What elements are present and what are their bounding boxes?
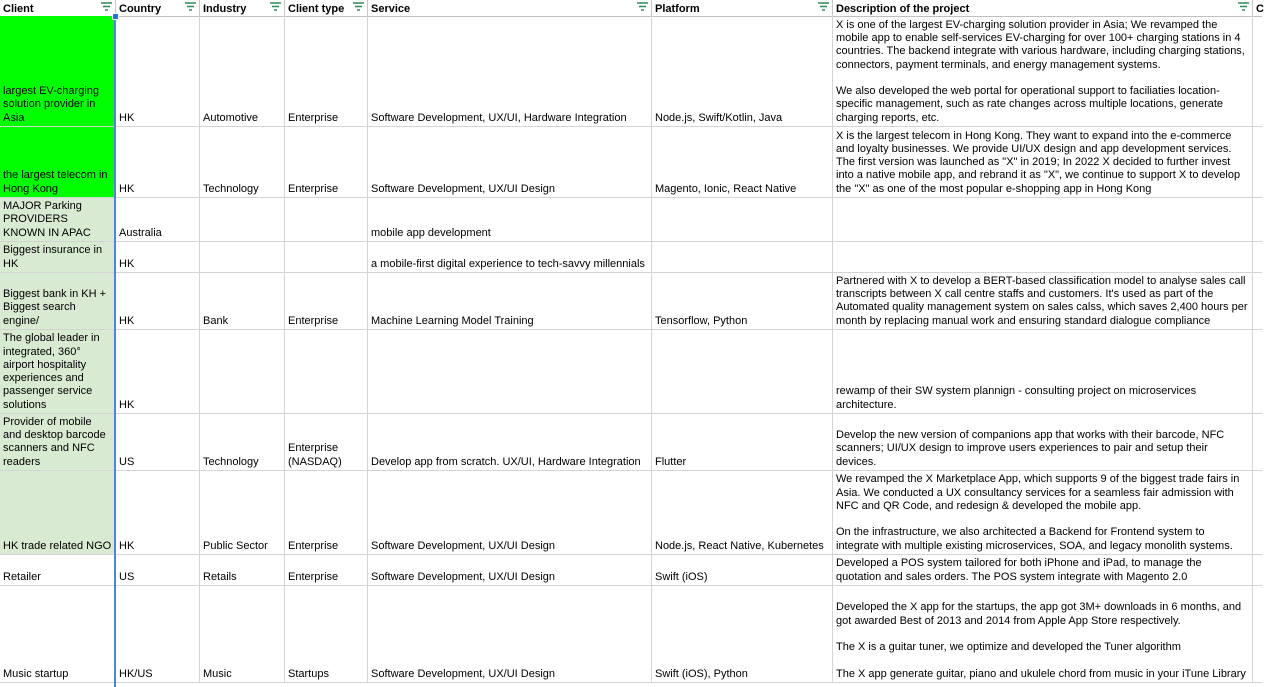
client-type-cell[interactable]: Enterprise [285,471,368,555]
header-description-label: Description of the project [836,3,970,15]
table-row [0,198,1262,242]
country-cell[interactable]: HK [116,330,200,414]
header-client[interactable] [0,0,116,16]
service-cell[interactable]: Software Development, UX/UI Design [368,586,652,683]
platform-cell[interactable] [652,198,833,242]
platform-cell[interactable]: Swift (iOS) [652,555,833,586]
description-cell[interactable]: Developed a POS system tailored for both iPhone and iPad, to manage the quotation and sales orders. The POS system integrate with Magento 2.0 [833,555,1253,586]
table-row [0,586,1262,683]
table-row [0,471,1262,555]
description-cell[interactable]: Develop the new version of companions app that works with their barcode, NFC scanners; UI/UX design to improve users experiences to pair and setup their devices. [833,414,1253,471]
selection-handle[interactable] [112,13,119,20]
country-cell[interactable]: US [116,414,200,471]
client-type-cell[interactable]: Startups [285,586,368,683]
platform-cell[interactable]: Node.js, Swift/Kotlin, Java [652,16,833,127]
service-cell[interactable]: Software Development, UX/UI, Hardware Integration [368,16,652,127]
service-cell[interactable]: Develop app from scratch. UX/UI, Hardware Integration [368,414,652,471]
service-cell[interactable]: a mobile-first digital experience to tech-savvy millennials [368,242,652,273]
next-column-cell[interactable] [1253,471,1262,555]
next-column-cell[interactable] [1253,330,1262,414]
industry-cell[interactable]: Music [200,586,285,683]
client-cell[interactable]: Provider of mobile and desktop barcode scanners and NFC readers [0,414,116,471]
description-cell[interactable]: Partnered with X to develop a BERT-based classification model to analyse sales call transcripts between X call centre staffs and customers. It's used as part of the Automated quality management system on sales calss, which saves 2,400 hours per month by replacing manual work and ensuring standard dialogue compliance [833,273,1253,330]
filter-icon[interactable] [353,2,364,12]
country-cell[interactable]: HK [116,127,200,198]
client-type-cell[interactable]: Enterprise [285,127,368,198]
table-row [0,555,1262,586]
service-cell[interactable]: mobile app development [368,198,652,242]
industry-cell[interactable] [200,330,285,414]
header-industry[interactable] [200,0,285,16]
description-cell[interactable] [833,198,1253,242]
description-cell[interactable] [833,242,1253,273]
table-row [0,330,1262,414]
service-cell[interactable]: Software Development, UX/UI Design [368,127,652,198]
platform-cell[interactable]: Tensorflow, Python [652,273,833,330]
table-row [0,273,1262,330]
country-cell[interactable]: Australia [116,198,200,242]
description-cell[interactable]: X is one of the largest EV-charging solution provider in Asia; We revamped the mobile app to enable self-services EV-charging for over 100+ charging stations in 4 countries. The backend integrate with various hardware, including charging stations, connectors, payment terminals, and energy management systems. We also developed the web portal for operational support to faciliaties location-specific management, such as rate changes across multiple locations, generate charging reports, etc. [833,16,1253,127]
industry-cell[interactable] [200,242,285,273]
header-platform-label: Platform [655,3,700,15]
platform-cell[interactable]: Node.js, React Native, Kubernetes [652,471,833,555]
header-next-column-label: C [1256,3,1264,15]
header-next-column[interactable] [1253,0,1262,16]
filter-icon[interactable] [101,2,112,12]
description-cell[interactable]: Developed the X app for the startups, the app got 3M+ downloads in 6 months, and got awarded Best of 2013 and 2014 from Apple App Store respectively. The X is a guitar tuner, we optimize and developed the Tuner algorithm The X app generate guitar, piano and ukulele chord from music in your iTune Library [833,586,1253,683]
client-type-cell[interactable] [285,198,368,242]
description-cell[interactable]: rewamp of their SW system plannign - consulting project on microservices architecture. [833,330,1253,414]
client-cell[interactable]: Music startup [0,586,116,683]
country-cell[interactable]: US [116,555,200,586]
client-type-cell[interactable]: Enterprise [285,16,368,127]
table-row [0,242,1262,273]
country-cell[interactable]: HK [116,242,200,273]
industry-cell[interactable]: Technology [200,127,285,198]
filter-icon[interactable] [637,2,648,12]
client-cell[interactable]: HK trade related NGO [0,471,116,555]
filter-icon[interactable] [1238,2,1249,12]
client-cell[interactable]: Biggest insurance in HK [0,242,116,273]
industry-cell[interactable]: Retails [200,555,285,586]
client-cell[interactable]: the largest telecom in Hong Kong [0,127,116,198]
client-type-cell[interactable]: Enterprise [285,555,368,586]
next-column-cell[interactable] [1253,198,1262,242]
client-cell[interactable]: largest EV-charging solution provider in Asia [0,16,116,127]
client-type-cell[interactable] [285,242,368,273]
platform-cell[interactable] [652,242,833,273]
platform-cell[interactable]: Swift (iOS), Python [652,586,833,683]
country-cell[interactable]: HK [116,471,200,555]
platform-cell[interactable]: Magento, Ionic, React Native [652,127,833,198]
filter-icon[interactable] [185,2,196,12]
industry-cell[interactable]: Bank [200,273,285,330]
next-column-cell[interactable] [1253,16,1262,127]
table-row [0,127,1262,198]
next-column-cell[interactable] [1253,586,1262,683]
next-column-cell[interactable] [1253,273,1262,330]
next-column-cell[interactable] [1253,555,1262,586]
header-client-type[interactable] [285,0,368,16]
next-column-cell[interactable] [1253,242,1262,273]
header-country[interactable] [116,0,200,16]
header-country-label: Country [119,3,162,15]
industry-cell[interactable]: Public Sector [200,471,285,555]
client-cell[interactable]: Retailer [0,555,116,586]
next-column-cell[interactable] [1253,414,1262,471]
header-description[interactable] [833,0,1253,16]
country-cell[interactable]: HK [116,273,200,330]
filter-icon[interactable] [270,2,281,12]
industry-cell[interactable]: Automotive [200,16,285,127]
client-cell[interactable]: MAJOR Parking PROVIDERS KNOWN IN APAC [0,198,116,242]
service-cell[interactable] [368,330,652,414]
next-column-cell[interactable] [1253,127,1262,198]
industry-cell[interactable] [200,198,285,242]
header-client-type-label: Client type [288,3,345,15]
client-type-cell[interactable]: Enterprise [285,273,368,330]
platform-cell[interactable] [652,330,833,414]
column-selection-border [114,16,116,687]
header-client-label: Client [3,3,34,15]
platform-cell[interactable]: Flutter [652,414,833,471]
table-row [0,16,1262,127]
country-cell[interactable]: HK/US [116,586,200,683]
header-platform[interactable] [652,0,833,16]
header-service[interactable] [368,0,652,16]
client-cell[interactable]: The global leader in integrated, 360° airport hospitality experiences and passenger service solutions [0,330,116,414]
client-type-cell[interactable] [285,330,368,414]
client-type-cell[interactable]: Enterprise (NASDAQ) [285,414,368,471]
service-cell[interactable]: Software Development, UX/UI Design [368,471,652,555]
service-cell[interactable]: Software Development, UX/UI Design [368,555,652,586]
description-cell[interactable]: We revamped the X Marketplace App, which supports 9 of the biggest trade fairs in Asia. We conducted a UX consultancy services for a seamless fair admission with NFC and QR Code, and redesign & developed the mobile app. On the infrastructure, we also architected a Backend for Frontend system to integrate with multiple existing microservices, SOA, and legacy monolith systems. [833,471,1253,555]
header-industry-label: Industry [203,3,247,15]
table-row [0,414,1262,471]
header-service-label: Service [371,3,411,15]
country-cell[interactable]: HK [116,16,200,127]
filter-icon[interactable] [818,2,829,12]
service-cell[interactable]: Machine Learning Model Training [368,273,652,330]
description-cell[interactable]: X is the largest telecom in Hong Kong. They want to expand into the e-commerce and loyalty businesses. We provide UI/UX design and app development services. The first version was launched as "X" in 2019; In 2022 X decided to further invest into a native mobile app, and rebrand it as "X", we continue to support X to develop the "X" as one of the most popular e-shopping app in Hong Kong [833,127,1253,198]
industry-cell[interactable]: Technology [200,414,285,471]
header-row [0,0,1262,17]
client-cell[interactable]: Biggest bank in KH + Biggest search engine/ [0,273,116,330]
